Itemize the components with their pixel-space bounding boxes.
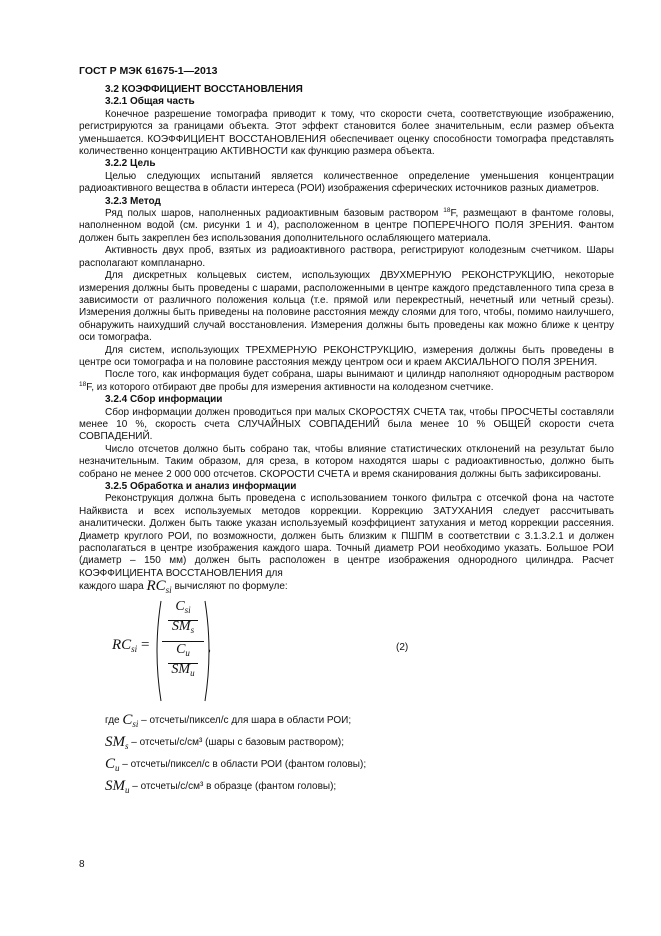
- definition-item: где $C_{si}$ – отсчеты/пиксел/с для шара в области РОИ;: [105, 711, 352, 729]
- formula-number: (2): [396, 641, 409, 653]
- denominator-sm-u: $SM_u$: [171, 661, 195, 678]
- document-header: ГОСТ Р МЭК 61675-1—2013: [79, 65, 218, 77]
- definition-item: $C_u$ – отсчеты/пиксел/с в области РОИ (фантом головы);: [105, 755, 367, 773]
- subsection-title-processing: 3.2.5 Обработка и анализ информации: [105, 481, 297, 492]
- subsection-title-method: 3.2.3 Метод: [105, 195, 161, 207]
- rc-si-symbol: $RC_{si}$: [146, 578, 172, 596]
- paragraph: Сбор информации должен проводиться при малых СКОРОСТЯХ СЧЕТА так, чтобы ПРОСЧЕТЫ составляли менее 10 %, скорость счета СЛУЧАЙНЫХ СОВПАДЕНИЙ была менее 10 % ОБЩЕЙ скорости счета СОВПАДЕНИЙ.: [79, 406, 614, 443]
- paragraph: Реконструкция должна быть проведена с использованием тонкого фильтра с отсечкой фона на частоте Найквиста и всех используемых методов коррекции. Коррекцию ЗАТУХАНИЯ следует рассчитывать аналитически. Должен быть также указан используемый коэффициент затухания и метод коррекции рассеяния. Диаметр круглого РОИ, по возможности, должен быть близким к ПШПМ в соответствии с 3.1.3.2.1 и должен располагаться в центре изображения каждого шара. Точный диаметр РОИ необходимо указать. Большое РОИ (диаметр – 150 мм) должен быть расположен в центре изображения однородного цилиндра. Расчет КОЭФФИЦИЕНТА ВОССТАНОВЛЕНИЯ для: [79, 493, 614, 579]
- definition-list: [79, 709, 614, 797]
- denominator-sm-s: $SM_s$: [171, 618, 195, 635]
- formula-2: [79, 599, 614, 703]
- numerator-c-si: $C_{si}$: [175, 598, 191, 615]
- formula-comma: ,: [208, 641, 212, 654]
- paragraph: Конечное разрешение томографа приводит к тому, что скорости счета, соответствующие изображению, регистрируются за границами объекта. Этот эффект становится более значительным, если размер объекта уменьшается. КОЭФФИЦИЕНТ ВОССТАНОВЛЕНИЯ обеспечивает оценку способности томографа представлять количественно концентрацию АКТИВНОСТИ как функцию размера объекта.: [79, 108, 614, 158]
- paragraph: Ряд полых шаров, наполненных радиоактивным базовым раствором $^{18}$F, размещают в фантоме головы, наполненном водой (см. рисунки 1 и 4), расположенном в центре ПОПЕРЕЧНОГО ПОЛЯ ЗРЕНИЯ. Фантом должен быть закреплен без использования дополнительного ослабляющего материала.: [79, 207, 614, 244]
- paragraph: Для дискретных кольцевых систем, использующих ДВУХМЕРНУЮ РЕКОНСТРУКЦИЮ, некоторые измерения должны быть проведены с шарами, расположенными в центре каждого представленного типа среза в зависимости от различного положения кольца (т.е. прямой или перекрестный, нечетный или четный срезы). Измерения должны быть приведены на половине расстояния между слоями для того, чтобы, помимо наилучшего, обнаружить наихудший случай восстановления. Измерения должны быть проведены как можно ближе к центру оси томографа.: [79, 270, 614, 344]
- formula-fraction: [158, 599, 208, 703]
- paragraph: После того, как информация будет собрана, шары вынимают и цилиндр наполняют однородным раствором $^{18}$F, из которого отбирают две пробы для измерения активности на колодезном счетчике.: [79, 369, 614, 393]
- definition-item: $SM_s$ – отсчеты/с/см³ (шары с базовым раствором);: [105, 733, 345, 751]
- page-number: 8: [79, 859, 85, 870]
- subsection-title-purpose: 3.2.2 Цель: [105, 158, 156, 170]
- paragraph: Для систем, использующих ТРЕХМЕРНУЮ РЕКОНСТРУКЦИЮ, измерения должны быть проведены в центре оси томографа и на половине расстояния между центром оси и краем АКСИАЛЬНОГО ПОЛЯ ЗРЕНИЯ.: [79, 344, 614, 368]
- paragraph-formula-intro: каждого шара $RC_{si}$ вычисляют по формуле:: [79, 578, 288, 596]
- subsection-title-data-collection: 3.2.4 Сбор информации: [105, 394, 223, 406]
- section-title: 3.2 КОЭФФИЦИЕНТ ВОССТАНОВЛЕНИЯ: [105, 84, 303, 95]
- paragraph: Активность двух проб, взятых из радиоактивного раствора, регистрируют колодезным счетчиком. Шары располагают компланарно.: [79, 245, 614, 269]
- subsection-title-general: 3.2.1 Общая часть: [105, 96, 195, 108]
- paragraph: Число отсчетов должно быть собрано так, чтобы влияние статистических отклонений на результат было незначительным. Таким образом, для среза, в котором находятся шары с радиоактивностью, должно быть собрано не менее 2 000 000 отсчетов. СКОРОСТИ СЧЕТА и время сканирования должны быть зафиксированы.: [79, 443, 614, 480]
- main-content: [79, 84, 614, 797]
- numerator-c-u: $C_u$: [176, 641, 190, 658]
- formula-lhs: $RC_{si}$ =: [112, 636, 150, 654]
- paragraph: Целью следующих испытаний является количественное определение уменьшения концентрации радиоактивного вещества в области интереса (РОИ) изображения сферических источников разных диаметров.: [79, 170, 614, 195]
- definition-item: $SM_u$ – отсчеты/с/см³ в образце (фантом головы);: [105, 777, 337, 795]
